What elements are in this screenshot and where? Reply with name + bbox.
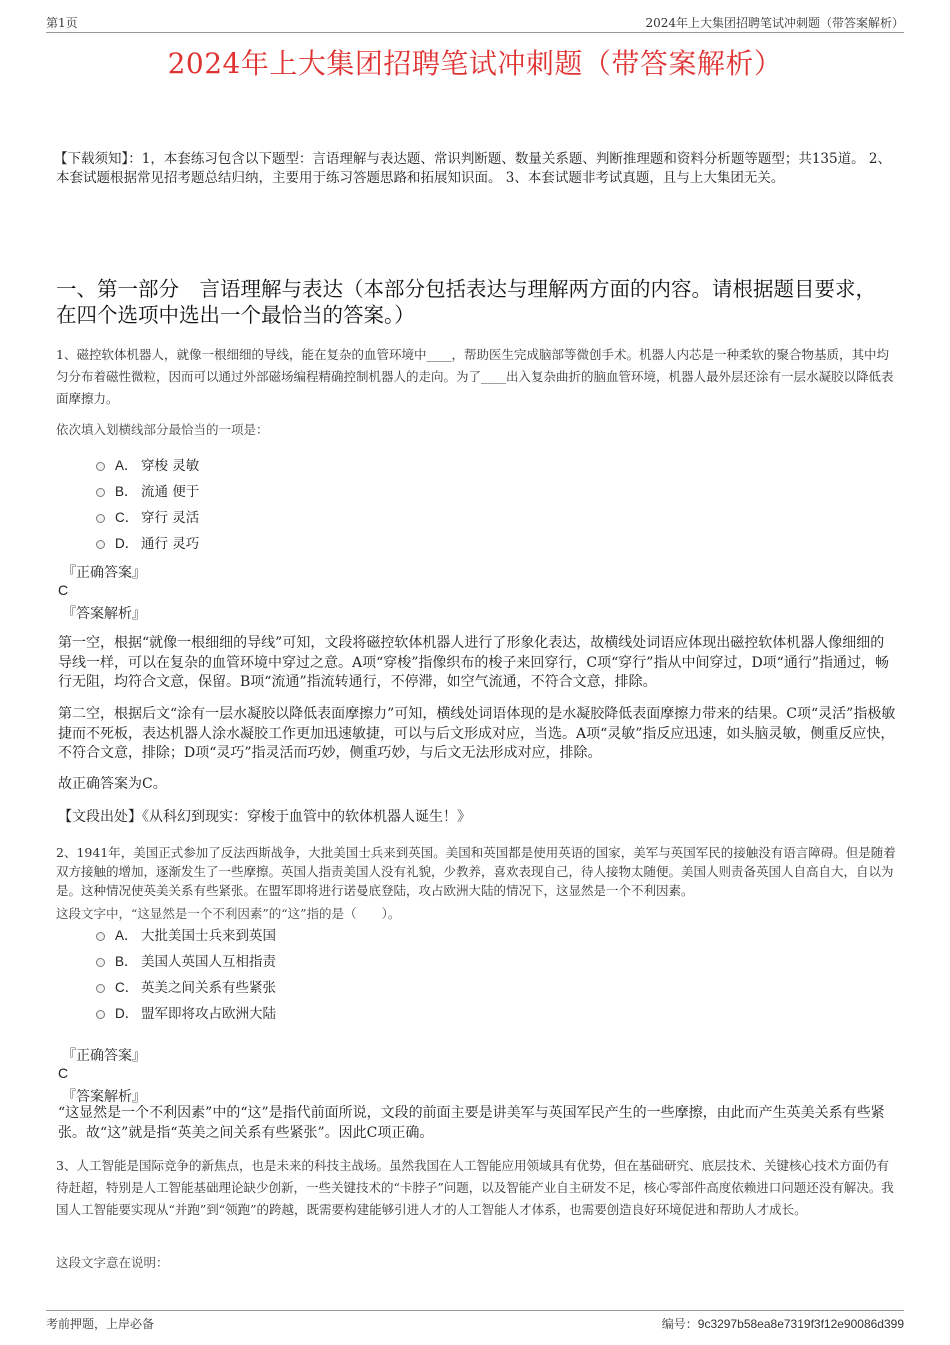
q2-answer-label: 『正确答案』 — [62, 1048, 146, 1064]
page-header — [46, 12, 904, 33]
radio-icon[interactable] — [96, 540, 105, 549]
q2-stem: 2、1941年，美国正式参加了反法西斯战争，大批美国士兵来到英国。美国和英国都是使用英语的国家，美军与英国军民的接触没有语言障碍。但是随着双方接触的增加，逐渐发生了一些摩擦。英国人指责美国人没有礼貌，少教养，喜欢表现自己，待人接物太随便。美国人则责备英国人自高自大，自以为是。这种情况使英美关系有些紧张。在盟军即将进行诺曼底登陆，攻占欧洲大陆的情况下，这显然是一个不利因素。 — [56, 845, 896, 898]
radio-icon[interactable] — [96, 488, 105, 497]
q1-analysis-p3: 故正确答案为C。 — [58, 776, 167, 792]
section-heading: 一、第一部分 言语理解与表达（本部分包括表达与理解两方面的内容。请根据题目要求，在四个选项中选出一个最恰当的答案。） — [56, 277, 876, 327]
q1-source: 【文段出处】《从科幻到现实：穿梭于血管中的软体机器人诞生！》 — [58, 809, 471, 825]
q1-option-d[interactable]: D． 通行 灵巧 — [96, 531, 199, 557]
q1-analysis-p2: 第二空，根据后文“涂有一层水凝胶以降低表面摩擦力”可知，横线处词语体现的是水凝胶降低表面摩擦力带来的结果。C项“灵活”指极敏捷而不死板，表达机器人涂水凝胶工作更加迅速敏捷，可以与后文形成对应，当选。A项“灵敏”指反应迅速，如头脑灵敏，侧重反应快，不符合文意，排除；D项“灵巧”指灵活而巧妙，侧重巧妙，与后文无法形成对应，排除。 — [58, 706, 896, 761]
q2-option-a[interactable]: A． 大批美国士兵来到英国 — [96, 923, 276, 949]
q3-stem: 3、人工智能是国际竞争的新焦点，也是未来的科技主战场。虽然我国在人工智能应用领域具有优势，但在基础研究、底层技术、关键核心技术方面仍有待赶超，特别是人工智能基础理论缺少创新，一些关键技术的“卡脖子”问题，以及智能产业自主研发不足，核心零部件高度依赖进口问题还没有解决。我国人工智能要实现从“并跑”到“领跑”的跨越，既需要构建能够引进人才的人工智能人才体系，也需要创造良好环境促进和帮助人才成长。 — [56, 1158, 894, 1217]
q1-option-c[interactable]: C． 穿行 灵活 — [96, 505, 199, 531]
q1-option-a[interactable]: A． 穿梭 灵敏 — [96, 453, 199, 479]
footer-slogan: 考前押题，上岸必备 — [46, 1317, 155, 1331]
q1-option-b[interactable]: B． 流通 便于 — [96, 479, 199, 505]
q2-option-b[interactable]: B． 美国人英国人互相指责 — [96, 949, 276, 975]
radio-icon[interactable] — [96, 932, 105, 941]
q1-answer: C — [58, 582, 69, 598]
q1-stem: 1、磁控软体机器人，就像一根细细的导线，能在复杂的血管环境中____，帮助医生完成脑部等微创手术。机器人内芯是一种柔软的聚合物基质，其中均匀分布着磁性微粒，因而可以通过外部磁场编程精确控制机器人的走向。为了____出入复杂曲折的脑血管环境，机器人最外层还涂有一层水凝胶以降低表面摩擦力。 — [56, 347, 894, 406]
radio-icon[interactable] — [96, 1010, 105, 1019]
download-notice: 【下载须知】：1，本套练习包含以下题型：言语理解与表达题、常识判断题、数量关系题、判断推理题和资料分析题等题型；共135道。 2、本套试题根据常见招考题总结归纳，主要用于练习答题思路和拓展知识面。 3、本套试题非考试真题，且与上大集团无关。 — [54, 151, 891, 186]
page-number: 第1页 — [46, 16, 78, 30]
radio-icon[interactable] — [96, 462, 105, 471]
q1-options — [96, 453, 199, 557]
q2-option-c[interactable]: C． 英美之间关系有些紧张 — [96, 975, 276, 1001]
q1-instruction: 依次填入划横线部分最恰当的一项是： — [56, 422, 269, 437]
radio-icon[interactable] — [96, 958, 105, 967]
q1-answer-label: 『正确答案』 — [62, 565, 146, 581]
page-footer — [46, 1310, 904, 1331]
radio-icon[interactable] — [96, 984, 105, 993]
radio-icon[interactable] — [96, 514, 105, 523]
document-title: 2024年上大集团招聘笔试冲刺题（带答案解析） — [167, 47, 783, 80]
q2-answer: C — [58, 1065, 69, 1081]
footer-code: 编号：9c3297b58ea8e7319f3f12e90086d399 — [661, 1317, 904, 1331]
q2-analysis-label: 『答案解析』 — [62, 1089, 146, 1105]
q2-option-d[interactable]: D． 盟军即将攻占欧洲大陆 — [96, 1001, 276, 1027]
q3-instruction: 这段文字意在说明： — [56, 1255, 169, 1270]
q1-analysis-p1: 第一空，根据“就像一根细细的导线”可知，文段将磁控软体机器人进行了形象化表达，故横线处词语应体现出磁控软体机器人像细细的导线一样，可以在复杂的血管环境中穿过之意。A项“穿梭”指像织布的梭子来回穿行，C项“穿行”指从中间穿过，D项“通行”指通过，畅行无阻，均符合文意，保留。B项“流通”指流转通行，不停滞，如空气流通，不符合文意，排除。 — [58, 635, 889, 690]
q2-question: 这段文字中，“这显然是一个不利因素”的“这”指的是（ ）。 — [56, 906, 401, 921]
q1-analysis-label: 『答案解析』 — [62, 606, 146, 622]
header-doc-title: 2024年上大集团招聘笔试冲刺题（带答案解析） — [645, 16, 904, 30]
q2-options — [96, 923, 276, 1027]
q2-analysis: “这显然是一个不利因素”中的“这”是指代前面所说，文段的前面主要是讲美军与英国军民产生的一些摩擦，由此而产生英美关系有些紧张。故“这”就是指“英美之间关系有些紧张”。因此C项正确。 — [58, 1105, 885, 1141]
